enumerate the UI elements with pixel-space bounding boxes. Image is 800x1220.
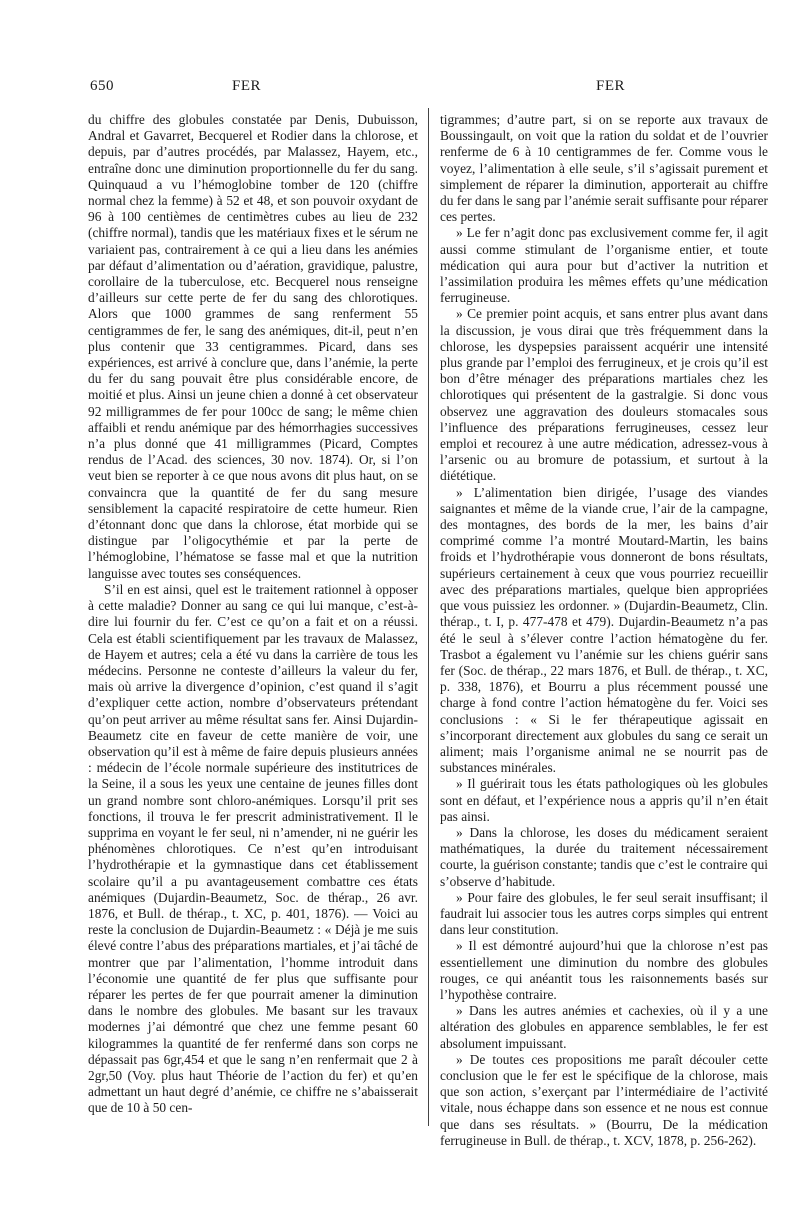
right-column bbox=[440, 112, 768, 1149]
paragraph: S’il en est ainsi, quel est le traitement rationnel à opposer à cette maladie? Donner au sang ce qui lui manque, c’est-à-dire lui fournir du fer. C’est ce qu’on a fait et on a réussi. Cela est établi scientifiquement par les travaux de Malassez, de Hayem et autres; cela a été vu dans la carrière de tous les médecins. Personne ne conteste d’ailleurs la valeur du fer, mais où arrive la divergence d’opinion, c’est quand il s’agit d’expliquer cette action, nombre d’observateurs prétendant qu’on peut arriver au même résultat sans fer. Ainsi Dujardin-Beaumetz cite en faveur de cette manière de voir, une observation qu’il est à même de faire depuis plusieurs années : médecin de l’école normale supérieure des institutrices de la Seine, il a sous les yeux une centaine de jeunes filles dont un grand nombre sont chloro-anémiques. Lorsqu’il prit ses fonctions, il trouva le fer prescrit administrativement. Il le supprima en voyant le fer seul, ni n’amender, ni ne guérir les phénomènes chlorotiques. Ce n’est qu’en introduisant l’hydrothérapie et la gymnastique dans cet établissement scolaire qu’il a pu avantageusement combattre ces états anémiques (Dujardin-Beaumetz, Soc. de thérap., 26 avr. 1876, et Bull. de thérap., t. XC, p. 401, 1876). — Voici au reste la conclusion de Dujardin-Beaumetz : « Déjà je me suis élevé contre l’abus des préparations martiales, et j’ai tâché de montrer que par l’alimentation, l’homme introduit dans l’économie une quantité de fer plus que suffisante pour réparer les pertes de fer que pourrait amener la diminution dans le nombre des globules. Me basant sur les travaux modernes j’ai démontré que chez une femme pesant 60 kilogrammes la quantité de fer renfermé dans son corps ne dépassait pas 6gr,454 et que le sang n’en renfermait que 2 à 2gr,50 (Voy. plus haut Théorie de l’action du fer) et qu’en admettant un haut degré d’anémie, ce chiffre ne s’abaisserait que de 10 à 50 cen- bbox=[88, 581, 418, 1116]
paragraph: » L’alimentation bien dirigée, l’usage des viandes saignantes et même de la viande crue, l’air de la campagne, des montagnes, des bords de la mer, les bains d’air comprimé comme l’a montré Moutard-Martin, les bains froids et l’hydrothérapie vous donneront de bons résultats, supérieurs certainement à ceux que vous pourriez recueillir avec des préparations martiales, quelque bien appropriées que vous puissiez les ordonner. » (Dujardin-Beaumetz, Clin. thérap., t. I, p. 477-478 et 479). Dujardin-Beaumetz n’a pas été le seul à s’élever contre l’action hématogène du fer. Trasbot a également vu l’anémie sur les chiens guérir sans fer (Soc. de thérap., 22 mars 1876, et Bull. de thérap., t. XC, p. 338, 1876), et Bourru a plus récemment poussé une charge à fond contre l’action hématogène du fer. Voici ses conclusions : « Si le fer thérapeutique agissait en s’incorporant directement aux globules du sang ce serait un aliment; mais l’organisme animal ne se nourrit pas de substances minérales. bbox=[440, 484, 768, 776]
paragraph: » Dans la chlorose, les doses du médicament seraient mathématiques, la durée du traitement nécessairement courte, la guérison constante; tandis que c’est le contraire qui s’observe d’habitude. bbox=[440, 824, 768, 889]
paragraph: » Pour faire des globules, le fer seul serait insuffisant; il faudrait lui associer tous les autres corps simples qui entrent dans leur constitution. bbox=[440, 889, 768, 938]
paragraph: » Ce premier point acquis, et sans entrer plus avant dans la discussion, je vous dirai que très fréquemment dans la chlorose, les dyspepsies paraissent acquérir une intensité plus grande par l’emploi des ferrugineux, et je crois qu’il est bon d’être ménager des préparations martiales chez les chlorotiques qui présentent de la gastralgie. Si donc vous observez une aggravation des douleurs stomacales sous l’influence des préparations ferrugineuses, cessez leur emploi et recourez à une autre médication, adressez-vous à l’arsenic ou au bromure de potassium, et surtout à la diététique. bbox=[440, 306, 768, 484]
paragraph: » Il est démontré aujourd’hui que la chlorose n’est pas essentiellement une diminution du nombre des globules rouges, ce qui anéantit tous les raisonnements basés sur l’hypothèse contraire. bbox=[440, 938, 768, 1002]
column-divider bbox=[428, 108, 429, 1126]
running-head-right: FER bbox=[596, 78, 626, 94]
left-column bbox=[88, 112, 418, 1117]
page-number: 650 bbox=[90, 78, 114, 94]
paragraph: du chiffre des globules constatée par Denis, Dubuisson, Andral et Gavarret, Becquerel et Rodier dans la chlorose, et depuis, par d’autres procédés, par Malassez, Hayem, etc., entraîne donc une diminution proportionnelle du fer du sang. Quinquaud a vu l’hémoglobine tomber de 120 (chiffre normal chez la femme) à 52 et 48, et son pouvoir oxydant de 96 à 100 centièmes de centimètres cubes au lieu de 232 (chiffre normal), tandis que les matériaux fixes et le sérum ne variaient pas, contrairement à ce qui a lieu dans les anémies par défaut d’alimentation ou d’aération, gravidique, palustre, corollaire de la tuberculose, etc. Becquerel nous renseigne d’ailleurs sur cette perte de fer du sang des chlorotiques. Alors que 1000 grammes de sang renferment 55 centigrammes de fer, le sang des anémiques, dit-il, peut n’en plus contenir que 33 centigrammes. Picard, dans ses expériences, est arrivé à conclure que, dans l’anémie, la perte du fer du sang pouvait être plus considérable encore, de moitié et plus. Ainsi un jeune chien a donné à cet observateur 92 milligrammes de fer pour 100cc de sang; le même chien affaibli et rendu anémique par des hémorrhagies successives n’a plus donné que 41 milligrammes (Picard, Comptes rendus de l’Acad. des sciences, 30 nov. 1874). Or, si l’on veut bien se reporter à ce que nous avons dit plus haut, on se convaincra que la quantité de fer du sang mesure sensiblement la capacité respiratoire de cette humeur. Rien d’étonnant donc que dans la chlorose, état morbide qui se distingue par l’oligocythémie et par la perte de l’hémoglobine, l’hématose se fasse mal et que la nutrition languisse avec toutes ses conséquences. bbox=[88, 112, 418, 581]
running-head-left: FER bbox=[232, 78, 262, 94]
paragraph: » Il guérirait tous les états pathologiques où les globules sont en défaut, et l’expérience nous a appris qu’il n’en était pas ainsi. bbox=[440, 776, 768, 824]
paragraph: » Le fer n’agit donc pas exclusivement comme fer, il agit aussi comme stimulant de l’organisme entier, et toute médication qui aura pour but d’activer la nutrition et l’assimilation produira les mêmes effets qu’une médication ferrugineuse. bbox=[440, 225, 768, 306]
paragraph: » Dans les autres anémies et cachexies, où il y a une altération des globules en apparence semblables, le fer est absolument impuissant. bbox=[440, 1003, 768, 1051]
paragraph: tigrammes; d’autre part, si on se reporte aux travaux de Boussingault, on voit que la ration du soldat et de l’ouvrier renferme de 6 à 10 centigrammes de fer. Comme vous le voyez, l’alimentation à elle seule, s’il s’agissait purement et simplement de réparer la diminution, apporterait au chiffre du fer dans le sang par l’anémie serait suffisante pour réparer ces pertes. bbox=[440, 112, 768, 225]
paragraph: » De toutes ces propositions me paraît découler cette conclusion que le fer est le spécifique de la chlorose, mais que son action, s’exerçant par l’intermédiaire de l’activité vitale, nous échappe dans son essence et ne nous est connue que dans ses résultats. » (Bourru, De la médication ferrugineuse in Bull. de thérap., t. XCV, 1878, p. 256-262). bbox=[440, 1051, 768, 1148]
